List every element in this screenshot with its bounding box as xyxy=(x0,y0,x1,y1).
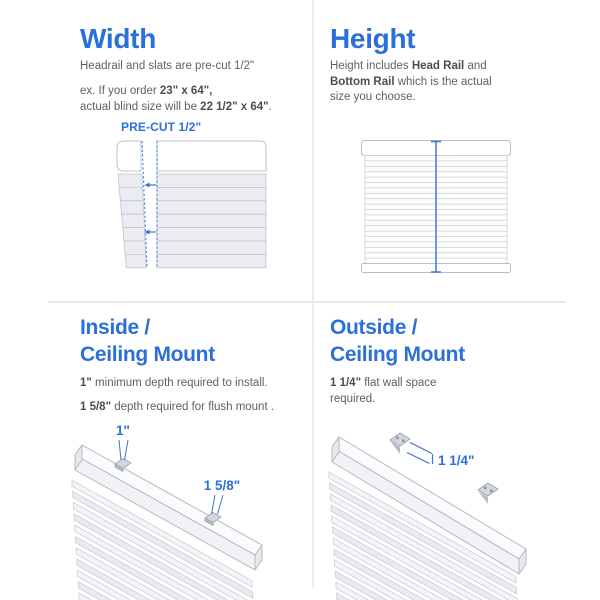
inside-depth2-label: 1 5/8" xyxy=(203,478,241,493)
outside-req-bold: 1 1/4" xyxy=(330,377,362,389)
width-slats-stub xyxy=(118,174,146,268)
outside-bracket-front xyxy=(390,433,410,454)
height-desc-b1: Head Rail xyxy=(411,60,465,72)
height-desc-t2: and xyxy=(464,60,487,72)
outside-title xyxy=(330,314,465,368)
height-desc-t4: size you choose. xyxy=(330,91,416,103)
inside-requirement-2 xyxy=(80,400,310,416)
inside-title xyxy=(80,314,215,368)
outside-title-line1: Outside / xyxy=(330,316,418,339)
outside-req-text2: required. xyxy=(330,392,376,405)
height-desc-t1: Height includes xyxy=(330,60,412,72)
outside-bracket-back xyxy=(478,483,498,504)
inside-mount-diagram xyxy=(52,420,292,600)
outside-mount-diagram xyxy=(315,423,600,600)
inside-req2-bold: 1 5/8" xyxy=(80,401,112,413)
width-example-end: . xyxy=(268,100,272,113)
width-example-text2: actual blind size will be xyxy=(80,100,201,113)
outside-dimension-lines xyxy=(407,443,433,465)
width-diagram xyxy=(103,137,271,275)
inside-depth1-label: 1" xyxy=(116,423,130,438)
width-cut-arrows xyxy=(145,183,157,235)
height-desc-b2: Bottom Rail xyxy=(330,75,395,88)
inside-req1-text: minimum depth required to install. xyxy=(91,377,268,389)
width-slats-main xyxy=(157,174,266,268)
inside-title-line2: Ceiling Mount xyxy=(80,343,215,366)
inside-title-line1: Inside / xyxy=(80,316,150,339)
width-headrail-stub xyxy=(117,141,141,171)
height-diagram xyxy=(360,139,512,275)
width-example-text1: ex. If you order xyxy=(80,85,160,97)
inside-req2-text: depth required for flush mount . xyxy=(111,401,275,413)
horizontal-divider xyxy=(48,301,566,303)
height-title: Height xyxy=(330,23,416,54)
width-title: Width xyxy=(80,23,156,54)
inside-req1-bold: 1" xyxy=(80,377,92,389)
precut-label: PRE-CUT 1/2" xyxy=(121,120,202,134)
outside-wall-label: 1 1/4" xyxy=(438,453,475,468)
width-example-bold2: 22 1/2" x 64" xyxy=(200,100,269,113)
height-desc-t3: which is the actual xyxy=(394,75,492,88)
height-description xyxy=(330,59,580,106)
outside-req-text: flat wall space xyxy=(361,377,437,389)
inside-requirement-1 xyxy=(80,376,310,392)
width-example xyxy=(80,84,315,115)
width-example-bold1: 23" x 64", xyxy=(159,85,213,97)
width-headrail-main xyxy=(157,141,266,171)
width-description: Headrail and slats are pre-cut 1/2" xyxy=(80,60,255,72)
outside-title-line2: Ceiling Mount xyxy=(330,343,465,366)
outside-requirement xyxy=(330,376,570,407)
